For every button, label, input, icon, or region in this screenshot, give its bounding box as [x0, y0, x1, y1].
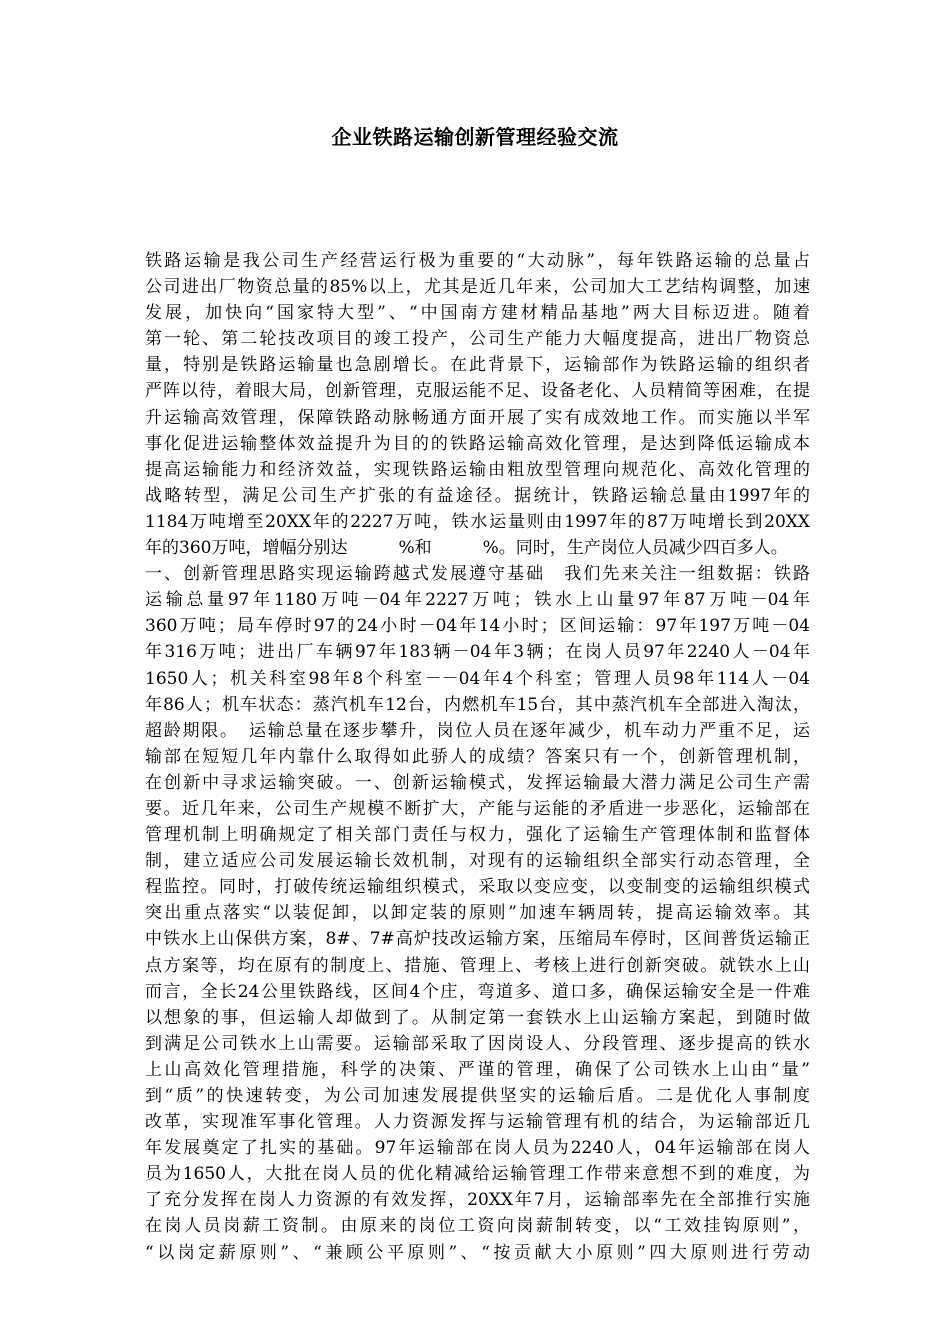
body-line: 在创新中寻求运输突破。一、创新运输模式，发挥运输最大潜力满足公司生产需 — [145, 772, 810, 793]
body-line: 第一轮、第二轮技改项目的竣工投产，公司生产能力大幅度提高，进出厂物资总 — [145, 329, 810, 350]
body-line: 战略转型，满足公司生产扩张的有益途径。据统计，铁路运输总量由1997年的 — [145, 485, 810, 506]
body-line: 超龄期限。 运输总量在逐步攀升，岗位人员在逐年减少，机车动力严重不足，运 — [145, 720, 810, 741]
body-line: 上山高效化管理措施，科学的决策、严谨的管理，确保了公司铁水上山由“量” — [145, 1059, 810, 1080]
body-line: 1650人；机关科室98年8个科室－－04年4个科室；管理人员98年114人－04 — [145, 668, 810, 689]
body-line: “以岗定薪原则”、“兼顾公平原则”、“按贡献大小原则”四大原则进行劳动 — [145, 1242, 810, 1263]
body-line: 制，建立适应公司发展运输长效机制，对现有的运输组织全部实行动态管理，全 — [145, 851, 810, 872]
body-line: 中铁水上山保供方案，8#、7#高炉技改运输方案，压缩局车停时，区间普货运输正 — [145, 929, 810, 950]
body-line: 年的360万吨，增幅分别达 %和 %。同时，生产岗位人员减少四百多人。 — [145, 538, 788, 559]
body-line: 铁路运输是我公司生产经营运行极为重要的“大动脉”，每年铁路运输的总量占 — [145, 251, 810, 271]
body-line: 突出重点落实“以装促卸，以卸定装的原则”加速车辆周转，提高运输效率。其 — [145, 903, 810, 924]
body-line: 管理机制上明确规定了相关部门责任与权力，强化了运输生产管理体制和监督体 — [145, 825, 810, 846]
body-line: 点方案等，均在原有的制度上、措施、管理上、考核上进行创新突破。就铁水上山 — [145, 955, 810, 976]
body-line: 输部在短短几年内靠什么取得如此骄人的成绩？答案只有一个，创新管理机制， — [145, 746, 810, 767]
body-line: 一、创新管理思路实现运输跨越式发展遵守基础 我们先来关注一组数据：铁路 — [145, 564, 810, 585]
body-line: 1184万吨增至20XX年的2227万吨，铁水运量则由1997年的87万吨增长到20XX — [145, 511, 810, 532]
body-line: 升运输高效管理，保障铁路动脉畅通方面开展了实有成效地工作。而实施以半军 — [145, 407, 810, 428]
body-line: 运输总量97年1180万吨－04年2227万吨；铁水上山量97年87万吨－04年 — [145, 590, 810, 611]
body-line: 提高运输能力和经济效益，实现铁路运输由粗放型管理向规范化、高效化管理的 — [145, 459, 810, 480]
body-line: 360万吨；局车停时97的24小时－04年14小时；区间运输：97年197万吨－04 — [145, 616, 810, 637]
document-body — [145, 248, 810, 1266]
body-line: 发展，加快向“国家特大型”、“中国南方建材精品基地”两大目标迈进。随着 — [145, 303, 810, 324]
body-line: 严阵以待，着眼大局，创新管理，克服运能不足、设备老化、人员精简等困难，在提 — [145, 381, 810, 402]
body-line: 员为1650人，大批在岗人员的优化精减给运输管理工作带来意想不到的难度，为 — [145, 1164, 810, 1185]
body-line: 年316万吨；进出厂车辆97年183辆－04年3辆；在岗人员97年2240人－04年 — [145, 642, 810, 663]
body-line: 以想象的事，但运输人却做到了。从制定第一套铁水上山运输方案起，到随时做 — [145, 1007, 810, 1028]
body-line: 到“质”的快速转变，为公司加速发展提供坚实的运输后盾。二是优化人事制度 — [145, 1086, 810, 1106]
body-line: 年86人；机车状态：蒸汽机车12台，内燃机车15台，其中蒸汽机车全部进入淘汰， — [145, 694, 810, 715]
body-line: 到满足公司铁水上山需要。运输部采取了因岗设人、分段管理、逐步提高的铁水 — [145, 1033, 810, 1054]
body-line: 了充分发挥在岗人力资源的有效发挥，20XX年7月，运输部率先在全部推行实施 — [145, 1190, 810, 1211]
body-line: 在岗人员岗薪工资制。由原来的岗位工资向岗薪制转变，以“工效挂钩原则”， — [145, 1216, 810, 1237]
body-line: 改革，实现准军事化管理。人力资源发挥与运输管理有机的结合，为运输部近几 — [145, 1112, 810, 1133]
body-line: 公司进出厂物资总量的85%以上，尤其是近几年来，公司加大工艺结构调整，加速 — [145, 277, 810, 298]
body-line: 程监控。同时，打破传统运输组织模式，采取以变应变，以变制变的运输组织模式 — [145, 877, 810, 898]
body-line: 而言，全长24公里铁路线，区间4个庄，弯道多、道口多，确保运输安全是一件难 — [145, 981, 810, 1002]
body-line: 年发展奠定了扎实的基础。97年运输部在岗人员为2240人，04年运输部在岗人 — [145, 1138, 810, 1159]
document-title: 企业铁路运输创新管理经验交流 — [331, 125, 619, 149]
body-line: 要。近几年来，公司生产规模不断扩大，产能与运能的矛盾进一步恶化，运输部在 — [145, 798, 810, 819]
body-line: 量，特别是铁路运输量也急剧增长。在此背景下，运输部作为铁路运输的组织者 — [145, 355, 810, 376]
body-line: 事化促进运输整体效益提升为目的的铁路运输高效化管理，是达到降低运输成本 — [145, 433, 810, 454]
